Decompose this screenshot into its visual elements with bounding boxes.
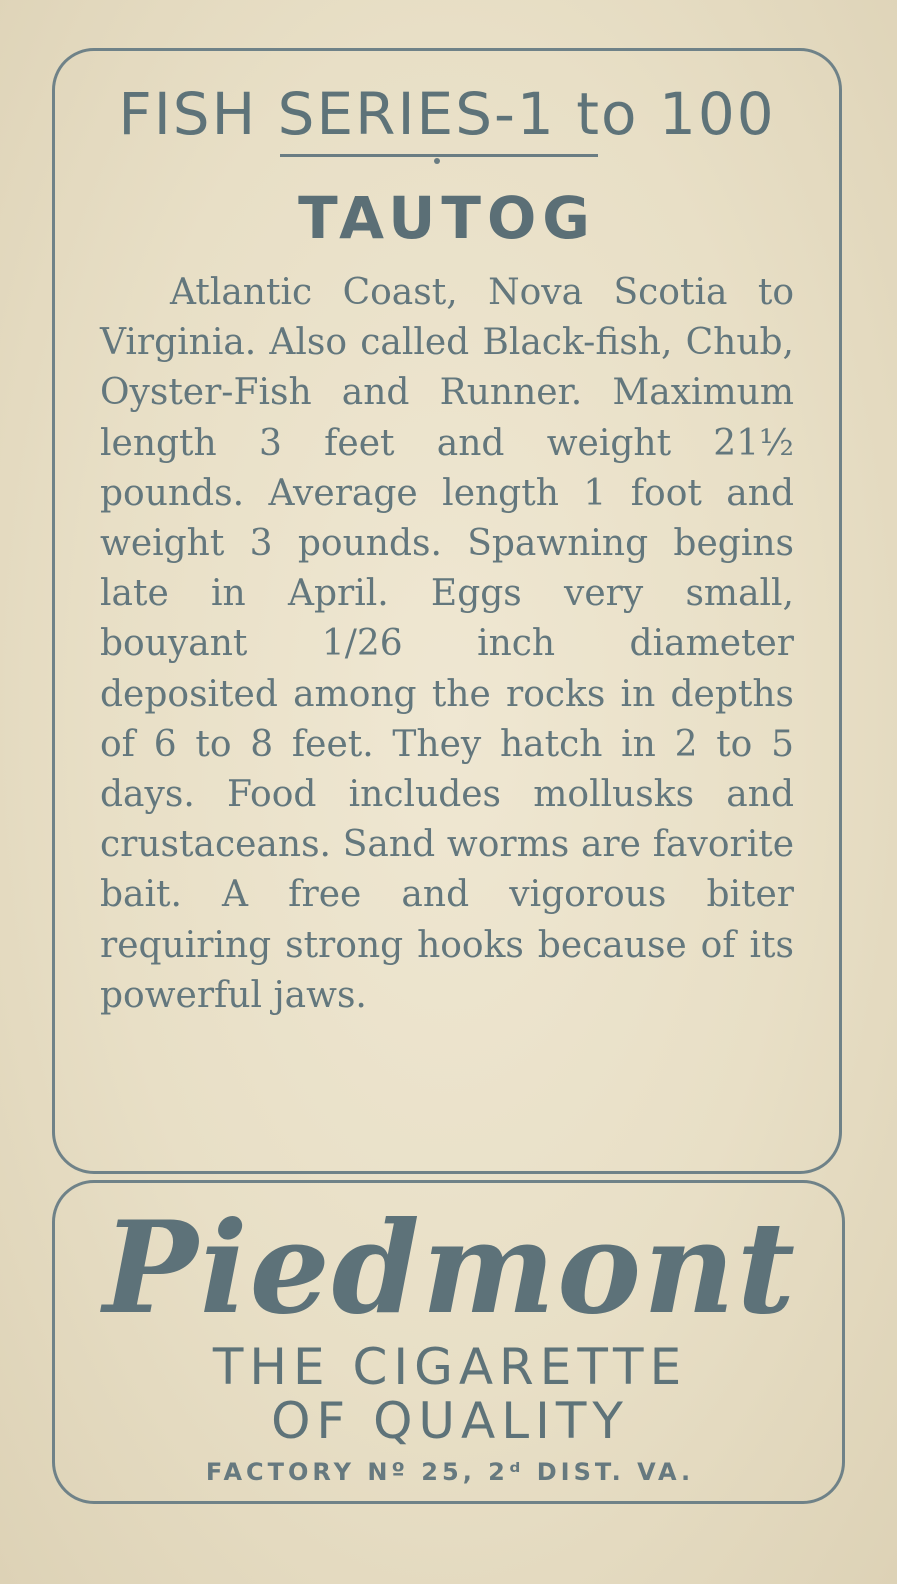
series-title: FISH SERIES-1 to 100 [118,80,776,148]
title-underline [280,154,598,157]
fish-name-heading: TAUTOG [298,184,596,252]
tagline-line-2: OF QUALITY [271,1392,629,1450]
brand-logo-script: Piedmont [102,1194,798,1342]
factory-notice: FACTORY Nº 25, 2ᵈ DIST. VA. [205,1458,695,1486]
tagline-line-1: THE CIGARETTE [212,1338,688,1396]
underline-ornament-dot [434,158,440,164]
fish-description: Atlantic Coast, Nova Scotia to Virginia. Also called Black-fish, Chub, Oyster-Fish and Runner. Maximum length 3 feet and weight 21½ pounds. Average length 1 foot and weight 3 pounds. Spawning begins late in April. Eggs very small, bouyant 1/26 inch diameter deposited among the rocks in depths of 6 to 8 feet. They hatch in 2 to 5 days. Food includes mollusks and crustaceans. Sand worms are favorite bait. A free and vigorous biter requiring strong hooks because of its powerful jaws. [100,272,794,1016]
